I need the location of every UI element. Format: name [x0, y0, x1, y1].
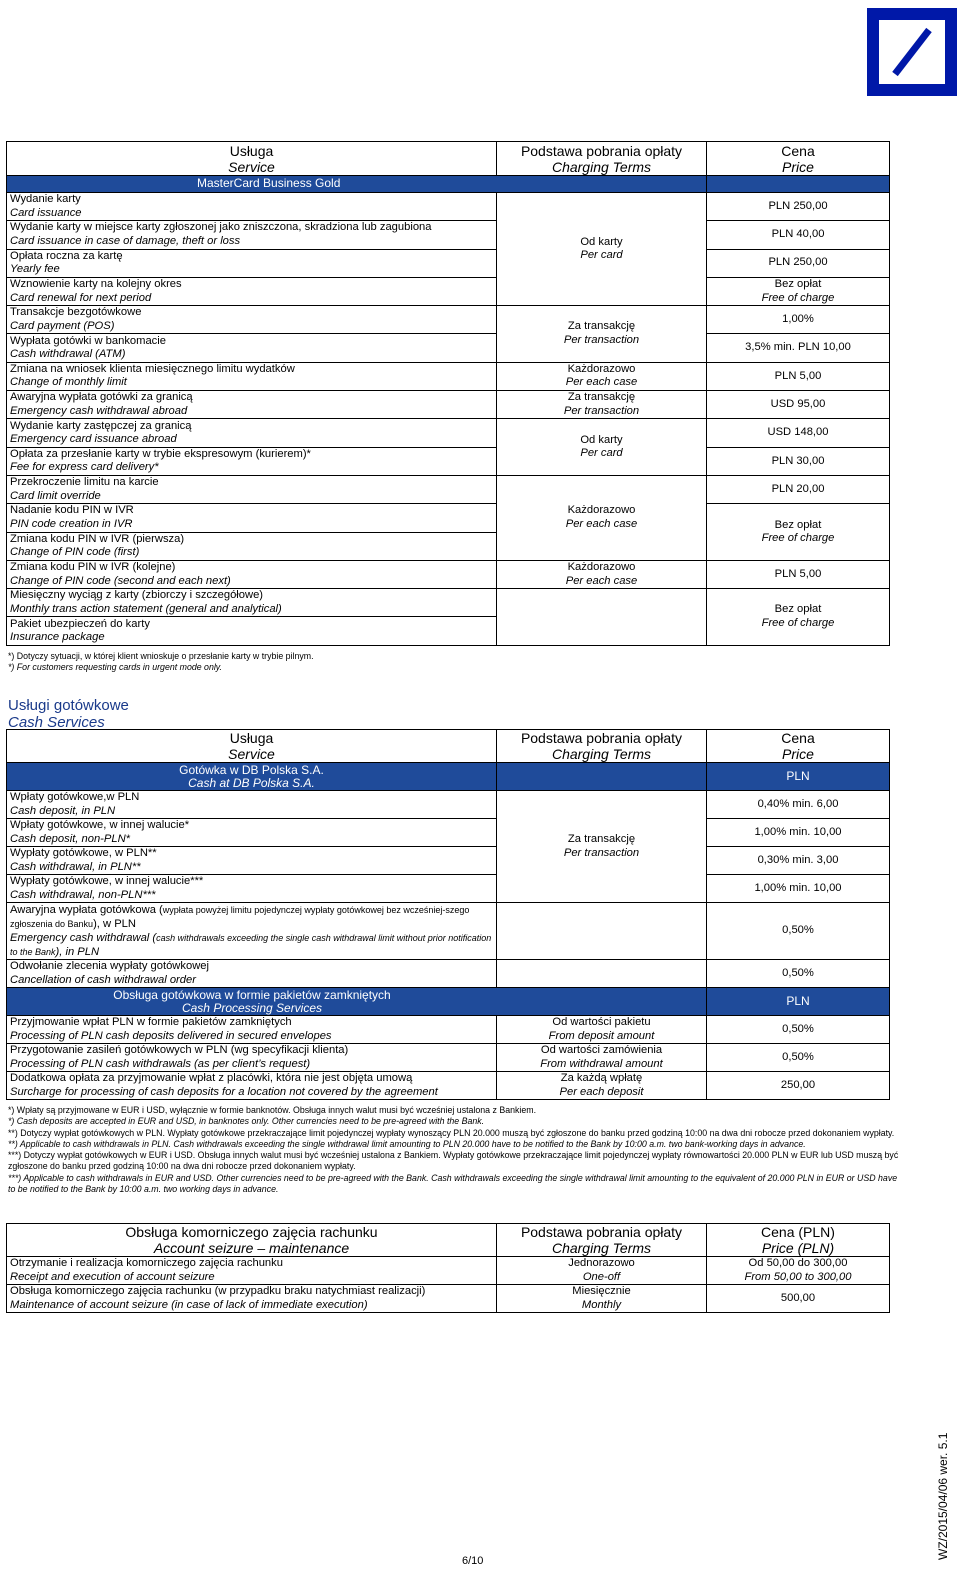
cash-price: 1,00% min. 10,00	[707, 819, 890, 847]
table-row-card-4: Transakcje bezgotówkowe Card payment (POS)	[7, 306, 497, 334]
seizure-price: Od 50,00 do 300,00 From 50,00 to 300,00	[707, 1257, 890, 1285]
table-row-card-12: Zmiana kodu PIN w IVR (pierwsza) Change of PIN code (first)	[7, 532, 497, 560]
card-fee-table	[6, 141, 890, 646]
terms-cell: Za transakcję Per transaction	[497, 306, 707, 363]
seizure-fee-table	[6, 1223, 890, 1313]
cash-price: 0,40% min. 6,00	[707, 791, 890, 819]
price-cell: Bez opłat Free of charge	[707, 277, 890, 305]
table-row-emergency: Awaryjna wypłata gotówkowa (wypłata powyżej limitu pojedynczej wypłaty gotówkowej bez wcześniej-szego zgłoszenia do Banku), w PLN Emergency cash withdrawal (cash withdrawals exceeding the single cash withdrawal limit without prior notification to the Bank), in PLN	[7, 903, 497, 960]
cash-band-terms	[497, 763, 707, 791]
table-row-card-15: Pakiet ubezpieczeń do karty Insurance package	[7, 617, 497, 645]
price-cell: USD 95,00	[707, 391, 890, 419]
table-row-card-6: Zmiana na wniosek klienta miesięcznego limitu wydatków Change of monthly limit	[7, 362, 497, 390]
cash-fee-table	[6, 729, 890, 1100]
cash-price: 0,50%	[707, 903, 890, 960]
card-footnote: *) Dotyczy sytuacji, w której klient wnioskuje o przesłanie karty w trybie pilnym. *) For customers requesting cards in urgent mode only.	[8, 651, 314, 673]
table-row-card-9: Opłata za przesłanie karty w trybie ekspresowym (kurierem)* Fee for express card delivery*	[7, 447, 497, 475]
col-header-service: Usługa Service	[7, 142, 497, 176]
price-cell: PLN 250,00	[707, 193, 890, 221]
cash-band-price: PLN	[707, 763, 890, 791]
empty-terms	[497, 903, 707, 960]
bank-logo-icon	[867, 8, 957, 96]
terms-cell	[497, 589, 707, 646]
cash-processing-band-price: PLN	[707, 988, 890, 1016]
table-row-card-5: Wypłata gotówki w bankomacie Cash withdrawal (ATM)	[7, 334, 497, 362]
processing-terms: Od wartości pakietu From deposit amount	[497, 1016, 707, 1044]
table-row-processing-0: Przyjmowanie wpłat PLN w formie pakietów zamkniętych Processing of PLN cash deposits delivered in secured envelopes	[7, 1016, 497, 1044]
price-cell: PLN 40,00	[707, 221, 890, 249]
empty-terms	[497, 960, 707, 988]
product-band-price	[707, 176, 890, 193]
cash-price: 1,00% min. 10,00	[707, 875, 890, 903]
col-header-service: Obsługa komorniczego zajęcia rachunku Account seizure – maintenance	[7, 1224, 497, 1257]
col-header-price: Cena Price	[707, 730, 890, 763]
table-row-seizure-1: Obsługa komorniczego zajęcia rachunku (w przypadku braku natychmiast realizacji) Maintenance of account seizure (in case of lack of immediate execution)	[7, 1285, 497, 1313]
table-row-cancel: Odwołanie zlecenia wypłaty gotówkowej Cancellation of cash withdrawal order	[7, 960, 497, 988]
col-header-terms: Podstawa pobrania opłaty Charging Terms	[497, 1224, 707, 1257]
table-row-card-7: Awaryjna wypłata gotówki za granicą Emergency cash withdrawal abroad	[7, 391, 497, 419]
processing-terms: Za każdą wpłatę Per each deposit	[497, 1072, 707, 1100]
terms-cell: Od karty Per card	[497, 193, 707, 306]
price-cell: Bez opłat Free of charge	[707, 589, 890, 646]
terms-cell: Od karty Per card	[497, 419, 707, 476]
col-header-price: Cena Price	[707, 142, 890, 176]
cash-price: 0,50%	[707, 960, 890, 988]
document-version: WZ/2015/04/06 wer. 5.1	[936, 1432, 950, 1560]
processing-price: 0,50%	[707, 1016, 890, 1044]
price-cell: PLN 5,00	[707, 560, 890, 588]
cash-terms-cell: Za transakcję Per transaction	[497, 791, 707, 903]
price-cell: PLN 5,00	[707, 362, 890, 390]
table-row-card-3: Wznowienie karty na kolejny okres Card renewal for next period	[7, 277, 497, 305]
table-row-processing-2: Dodatkowa opłata za przyjmowanie wpłat z placówki, która nie jest objęta umową Surcharge for processing of cash deposits for a location not covered by the agreement	[7, 1072, 497, 1100]
table-row-card-14: Miesięczny wyciąg z karty (zbiorczy i szczegółowe) Monthly trans action statement (general and analytical)	[7, 589, 497, 617]
seizure-terms: Miesięcznie Monthly	[497, 1285, 707, 1313]
price-cell: PLN 250,00	[707, 249, 890, 277]
table-row-cash-0: Wpłaty gotówkowe,w PLN Cash deposit, in PLN	[7, 791, 497, 819]
product-band: MasterCard Business Gold	[7, 176, 707, 193]
table-row-card-13: Zmiana kodu PIN w IVR (kolejne) Change of PIN code (second and each next)	[7, 560, 497, 588]
table-row-card-0: Wydanie karty Card issuance	[7, 193, 497, 221]
price-cell: 3,5% min. PLN 10,00	[707, 334, 890, 362]
table-row-cash-1: Wpłaty gotówkowe, w innej walucie* Cash deposit, non-PLN*	[7, 819, 497, 847]
table-row-card-11: Nadanie kodu PIN w IVR PIN code creation in IVR	[7, 504, 497, 532]
terms-cell: Za transakcję Per transaction	[497, 391, 707, 419]
table-row-card-8: Wydanie karty zastępczej za granicą Emergency card issuance abroad	[7, 419, 497, 447]
col-header-terms: Podstawa pobrania opłaty Charging Terms	[497, 730, 707, 763]
table-row-card-1: Wydanie karty w miejsce karty zgłoszonej jako zniszczona, skradziona lub zagubiona Card issuance in case of damage, theft or loss	[7, 221, 497, 249]
price-cell: USD 148,00	[707, 419, 890, 447]
price-cell: PLN 20,00	[707, 475, 890, 503]
terms-cell: Każdorazowo Per each case	[497, 362, 707, 390]
cash-price: 0,30% min. 3,00	[707, 847, 890, 875]
seizure-price: 500,00	[707, 1285, 890, 1313]
col-header-price: Cena (PLN) Price (PLN)	[707, 1224, 890, 1257]
price-cell: Bez opłat Free of charge	[707, 504, 890, 561]
cash-processing-band: Obsługa gotówkowa w formie pakietów zamkniętych Cash Processing Services	[7, 988, 707, 1016]
table-row-card-10: Przekroczenie limitu na karcie Card limit override	[7, 475, 497, 503]
price-cell: 1,00%	[707, 306, 890, 334]
section-title: Usługi gotówkowe Cash Services	[8, 697, 129, 731]
processing-price: 250,00	[707, 1072, 890, 1100]
cash-footnotes: *) Wpłaty są przyjmowane w EUR i USD, wyłącznie w formie banknotów. Obsługa innych walut musi być wcześniej ustalona z Bankiem. *) Cash deposits are accepted in EUR and USD, in banknotes only. Other currencies need to be pre-agreed with the Bank. **) Dotyczy wypłat gotówkowych w PLN. Wypłaty gotówkowe przekraczające limit pojedynczej wypłaty wynoszący PLN 20.000 muszą być zgłoszone do banku przed godziną 10:00 na dwa dni robocze przed dokonaniem wypłaty. **) Applicable to cash withdrawals in PLN. Cash withdrawals exceeding the single withdrawal limit amounting to PLN 20.000 have to be notified to the Bank by 10:00 a.m. two bank-working days in advance. ***) Dotyczy wypłat gotówkowych w EUR i USD. Obsługa innych walut musi być wcześniej ustalona z Bankiem. Wypłaty gotówkowe przekraczające limit pojedynczej wypłaty równowartości 20.000 PLN w EUR lub USD muszą być zgłoszone do banku przed godziną 10:00 na dwa dni robocze przed dokonaniem wypłaty. ***) Applicable to cash withdrawals in EUR and USD. Other currencies need to be pre-agreed with the Bank. Cash withdrawals exceeding the single withdrawal limit amounting to the equivalent of 20.000 PLN in EUR or USD have to be notified to the Bank by 10:00 a.m. two working days in advance.	[8, 1105, 899, 1195]
col-header-service: Usługa Service	[7, 730, 497, 763]
table-row-card-2: Opłata roczna za kartę Yearly fee	[7, 249, 497, 277]
table-row-seizure-0: Otrzymanie i realizacja komorniczego zajęcia rachunku Receipt and execution of account seizure	[7, 1257, 497, 1285]
seizure-terms: Jednorazowo One-off	[497, 1257, 707, 1285]
processing-terms: Od wartości zamówienia From withdrawal amount	[497, 1044, 707, 1072]
terms-cell: Każdorazowo Per each case	[497, 475, 707, 560]
terms-cell: Każdorazowo Per each case	[497, 560, 707, 588]
page-number: 6/10	[462, 1555, 484, 1567]
table-row-processing-1: Przygotowanie zasileń gotówkowych w PLN (wg specyfikacji klienta) Processing of PLN cash withdrawals (as per client’s request)	[7, 1044, 497, 1072]
cash-band: Gotówka w DB Polska S.A. Cash at DB Polska S.A.	[7, 763, 497, 791]
price-cell: PLN 30,00	[707, 447, 890, 475]
table-row-cash-2: Wypłaty gotówkowe, w PLN** Cash withdrawal, in PLN**	[7, 847, 497, 875]
processing-price: 0,50%	[707, 1044, 890, 1072]
table-row-cash-3: Wypłaty gotówkowe, w innej walucie*** Cash withdrawal, non-PLN***	[7, 875, 497, 903]
col-header-terms: Podstawa pobrania opłaty Charging Terms	[497, 142, 707, 176]
